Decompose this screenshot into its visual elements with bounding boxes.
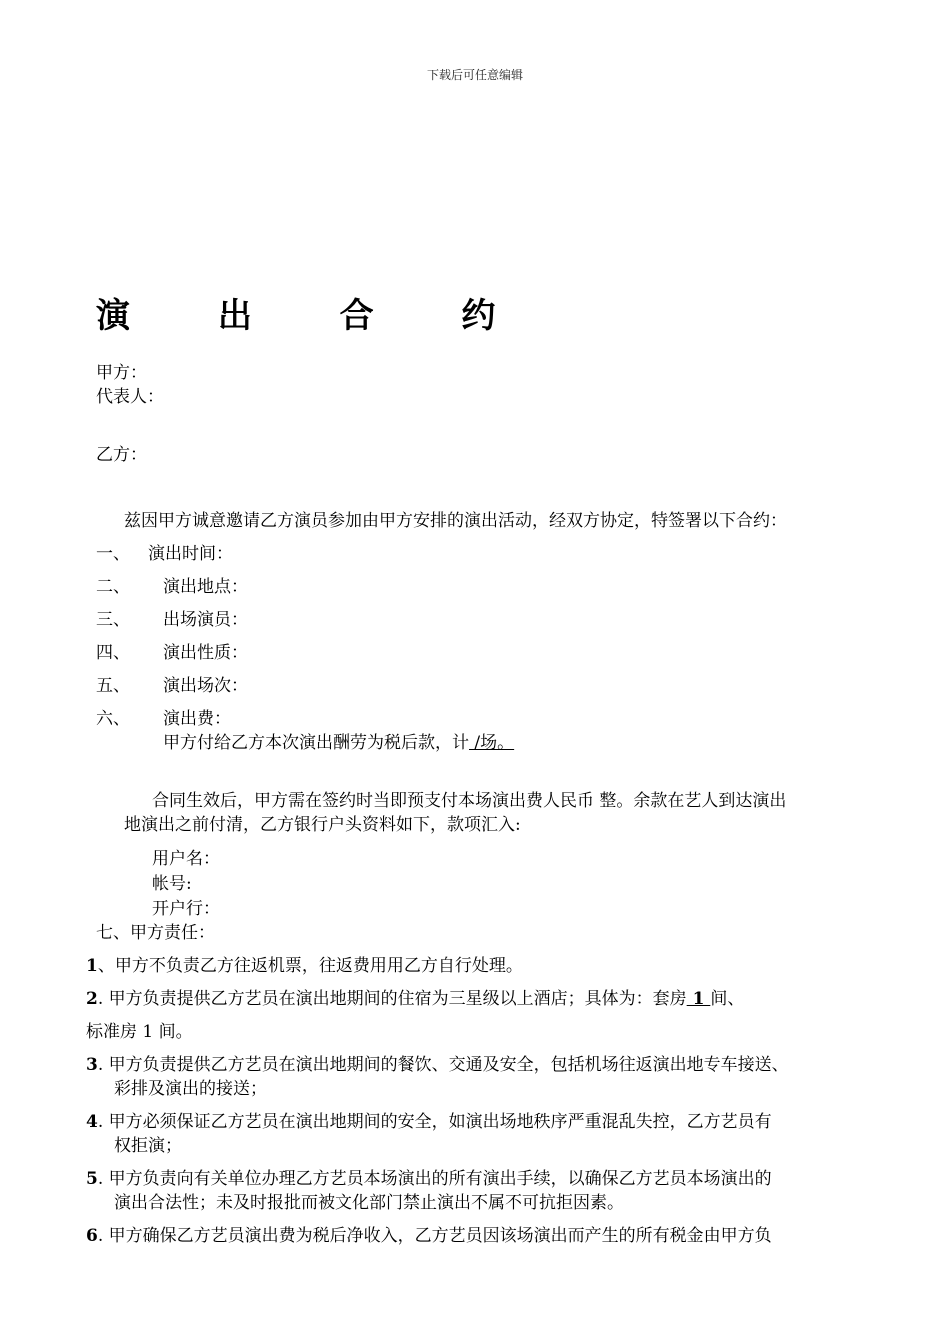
section-label-sessions: 演出场次：	[163, 676, 248, 696]
payment-paragraph-line2: 地演出之前付清，乙方银行户头资料如下，款项汇入:	[124, 815, 521, 835]
item-continuation: 彩排及演出的接送；	[114, 1079, 267, 1099]
suite-count: 1	[686, 989, 711, 1009]
item-text: . 甲方负责向有关单位办理乙方艺员本场演出的所有演出手续，以确保乙方艺员本场演出的	[97, 1169, 772, 1189]
item-text: . 甲方必须保证乙方艺员在演出地期间的安全，如演出场地秩序严重混乱失控，乙方艺员有	[97, 1112, 772, 1132]
list-item	[86, 1224, 772, 1248]
item-number: 3	[86, 1055, 98, 1075]
fee-unit: /场。	[469, 733, 515, 753]
bank-user-label: 用户名：	[152, 849, 220, 869]
party-a-label: 甲方：	[96, 363, 147, 383]
item-text: . 甲方确保乙方艺员演出费为税后净收入，乙方艺员因该场演出而产生的所有税金由甲方负	[97, 1226, 772, 1246]
list-item	[86, 1110, 772, 1134]
section-number: 六、	[96, 709, 130, 729]
list-item	[86, 954, 523, 978]
bank-name-label: 开户行：	[152, 899, 220, 919]
item-continuation: 权拒演；	[114, 1136, 182, 1156]
party-b-label: 乙方：	[96, 445, 147, 465]
intro-paragraph: 兹因甲方诚意邀请乙方演员参加由甲方安排的演出活动，经双方协定，特签署以下合约：	[124, 511, 787, 531]
document-title: 演 出 合 约	[96, 296, 534, 336]
fee-line-text: 甲方付给乙方本次演出酬劳为税后款，计	[163, 733, 469, 753]
item-number: 4	[86, 1112, 98, 1132]
section-label-time: 演出时间：	[148, 544, 233, 564]
section-number: 二、	[96, 577, 130, 597]
fee-line	[163, 731, 514, 755]
item-text: 、甲方不负责乙方往返机票，往返费用用乙方自行处理。	[97, 956, 523, 976]
section-label-fee: 演出费：	[163, 709, 231, 729]
section-label-performers: 出场演员：	[163, 610, 248, 630]
section-7-heading: 七、甲方责任：	[96, 923, 215, 943]
item-text: 间、	[710, 989, 745, 1009]
payment-paragraph-line1: 合同生效后，甲方需在签约时当即预支付本场演出费人民币 整。余款在艺人到达演出	[152, 791, 787, 811]
section-number: 一、	[96, 544, 130, 564]
item-number: 6	[86, 1226, 98, 1246]
list-item	[86, 1053, 789, 1077]
item-text: . 甲方负责提供乙方艺员在演出地期间的住宿为三星级以上酒店；具体为：套房	[97, 989, 687, 1009]
page-header-note: 下载后可任意编辑	[426, 68, 523, 82]
item-continuation: 标准房 1 间。	[86, 1022, 193, 1042]
section-label-nature: 演出性质：	[163, 643, 248, 663]
section-number: 五、	[96, 676, 130, 696]
item-text: . 甲方负责提供乙方艺员在演出地期间的餐饮、交通及安全，包括机场往返演出地专车接送、	[97, 1055, 789, 1075]
list-item	[86, 987, 744, 1011]
representative-label: 代表人：	[96, 387, 164, 407]
section-number: 三、	[96, 610, 130, 630]
item-number: 5	[86, 1169, 98, 1189]
item-number: 2	[86, 989, 98, 1009]
list-item	[86, 1167, 772, 1191]
item-continuation: 演出合法性；未及时报批而被文化部门禁止演出不属不可抗拒因素。	[114, 1193, 624, 1213]
section-label-venue: 演出地点：	[163, 577, 248, 597]
section-number: 四、	[96, 643, 130, 663]
bank-account-label: 帐号:	[152, 874, 192, 894]
item-number: 1	[86, 956, 98, 976]
